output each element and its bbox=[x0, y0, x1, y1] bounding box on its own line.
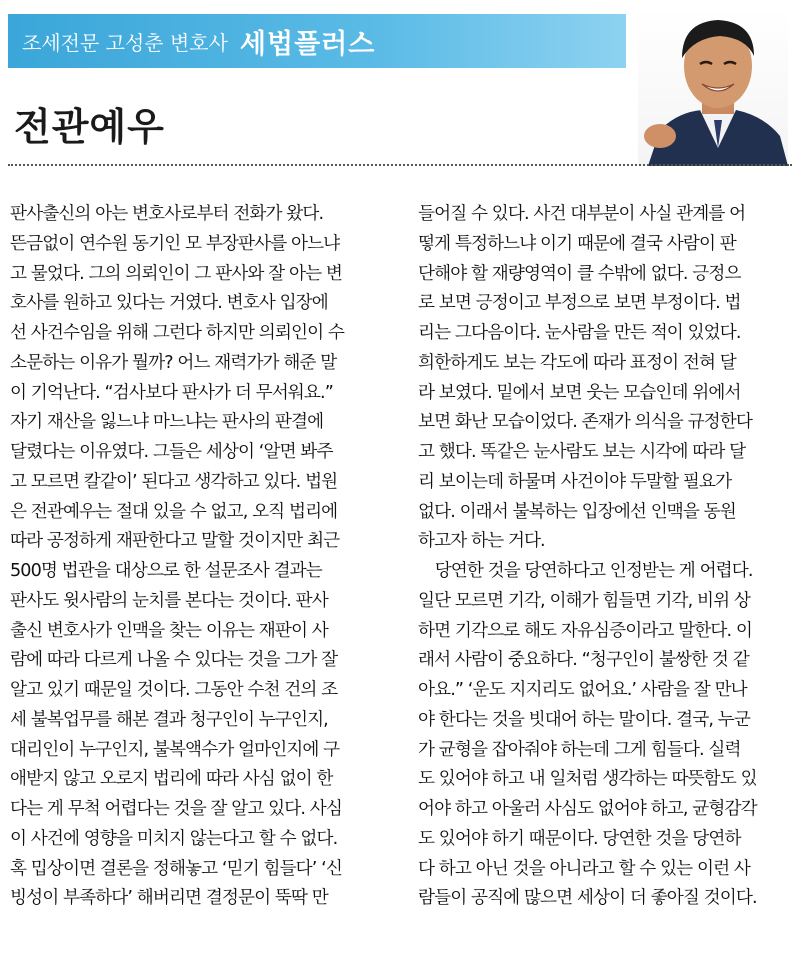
text-line: 다는 게 무척 어렵다는 것을 잘 알고 있다. 사심 bbox=[10, 799, 342, 819]
text-line: 소문하는 이유가 뭘까? 어느 재력가가 해준 말 bbox=[10, 352, 337, 373]
text-line: 판사출신의 아는 변호사로부터 전화가 왔다. bbox=[10, 204, 324, 224]
text-line: 은 전관예우는 절대 있을 수 없고, 오직 법리에 bbox=[10, 501, 338, 522]
author-portrait bbox=[638, 8, 788, 166]
text-line: 람들이 공직에 많으면 세상이 더 좋아질 것이다. bbox=[418, 888, 757, 909]
text-line: 단해야 할 재량영역이 클 수밖에 없다. 긍정으 bbox=[418, 263, 741, 284]
text-line: 희한하게도 보는 각도에 따라 표정이 전혀 달 bbox=[418, 352, 736, 373]
text-line: 500명 법관을 대상으로 한 설문조사 결과는 bbox=[10, 561, 322, 581]
text-line: 혹 밉상이면 결론을 정해놓고 ‘믿기 힘들다’ ‘신 bbox=[10, 858, 342, 879]
text-line: 어야 하고 아울러 사심도 없어야 하고, 균형감각 bbox=[418, 799, 757, 819]
column-banner bbox=[8, 14, 626, 68]
columnist-subtitle: 조세전문 고성춘 변호사 bbox=[22, 30, 228, 55]
text-line: 래서 사람이 중요하다. “청구인이 불쌍한 것 같 bbox=[418, 650, 749, 671]
text-line: 알고 있기 때문일 것이다. 그동안 수천 건의 조 bbox=[10, 680, 338, 700]
text-line: 리 보이는데 하물며 사건이야 두말할 필요가 bbox=[418, 471, 732, 492]
text-line: 빙성이 부족하다’ 해버리면 결정문이 뚝딱 만 bbox=[10, 888, 328, 909]
text-line: 들어질 수 있다. 사건 대부분이 사실 관계를 어 bbox=[418, 204, 746, 224]
text-line: 야 한다는 것을 빗대어 하는 말이다. 결국, 누군 bbox=[418, 709, 750, 730]
text-line: 대리인이 누구인지, 불복액수가 얼마인지에 구 bbox=[10, 739, 340, 760]
text-line: 아요.” ‘운도 지지리도 없어요.’ 사람을 잘 만나 bbox=[418, 680, 747, 700]
text-line: 선 사건수임을 위해 그런다 하지만 의뢰인이 수 bbox=[10, 323, 344, 343]
text-line: 이 사건에 영향을 미치지 않는다고 할 수 없다. bbox=[10, 828, 338, 849]
text-line: 라 보였다. 밑에서 보면 웃는 모습인데 위에서 bbox=[418, 382, 741, 403]
text-line: 애받지 않고 오로지 법리에 따라 사심 없이 한 bbox=[10, 769, 333, 790]
text-line: 없다. 이래서 불복하는 입장에선 인맥을 동원 bbox=[418, 501, 736, 522]
text-line: 리는 그다음이다. 눈사람을 만든 적이 있었다. bbox=[418, 323, 741, 343]
column-brand: 세법플러스 bbox=[239, 28, 376, 60]
text-line: 당연한 것을 당연하다고 인정받는 게 어렵다. bbox=[418, 561, 753, 581]
text-line: 하고자 하는 거다. bbox=[418, 531, 545, 552]
text-line: 고 물었다. 그의 의뢰인이 그 판사와 잘 아는 변 bbox=[10, 263, 342, 284]
text-line: 고 했다. 똑같은 눈사람도 보는 시각에 따라 달 bbox=[418, 442, 746, 462]
text-line: 따라 공정하게 재판한다고 말할 것이지만 최근 bbox=[10, 531, 340, 552]
header-divider bbox=[8, 164, 792, 166]
text-line: 떻게 특정하느냐 이기 때문에 결국 사람이 판 bbox=[418, 233, 736, 254]
text-line: 보면 화난 모습이었다. 존재가 의식을 규정한다 bbox=[418, 412, 752, 433]
text-line: 출신 변호사가 인맥을 찾는 이유는 재판이 사 bbox=[10, 620, 328, 641]
text-line: 뜬금없이 연수원 동기인 모 부장판사를 아느냐 bbox=[10, 233, 340, 254]
text-line: 가 균형을 잡아줘야 하는데 그게 힘들다. 실력 bbox=[418, 739, 741, 760]
text-line: 이 기억난다. “검사보다 판사가 더 무서워요.” bbox=[10, 382, 333, 403]
text-line: 로 보면 긍정이고 부정으로 보면 부정이다. 법 bbox=[418, 293, 741, 314]
article-title: 전관예우 bbox=[14, 105, 165, 149]
text-line: 세 불복업무를 해본 결과 청구인이 누구인지, bbox=[10, 709, 328, 730]
article-column-right bbox=[418, 200, 788, 914]
text-line: 하면 기각으로 해도 자유심증이라고 말한다. 이 bbox=[418, 620, 752, 641]
text-line: 일단 모르면 기각, 이해가 힘들면 기각, 비위 상 bbox=[418, 590, 750, 611]
text-line: 도 있어야 하고 내 일처럼 생각하는 따뜻함도 있 bbox=[418, 769, 757, 790]
text-line: 고 모르면 칼같이’ 된다고 생각하고 있다. 법원 bbox=[10, 471, 338, 492]
text-line: 달렸다는 이유였다. 그들은 세상이 ‘알면 봐주 bbox=[10, 442, 333, 462]
text-line: 자기 재산을 잃느냐 마느냐는 판사의 판결에 bbox=[10, 412, 324, 433]
text-line: 판사도 윗사람의 눈치를 본다는 것이다. 판사 bbox=[10, 590, 328, 611]
text-line: 람에 따라 다르게 나올 수 있다는 것을 그가 잘 bbox=[10, 650, 338, 671]
text-line: 도 있어야 하기 때문이다. 당연한 것을 당연하 bbox=[418, 828, 741, 849]
text-line: 호사를 원하고 있다는 거였다. 변호사 입장에 bbox=[10, 293, 328, 314]
text-line: 다 하고 아닌 것을 아니라고 할 수 있는 이런 사 bbox=[418, 858, 750, 879]
article-column-left bbox=[10, 200, 380, 914]
